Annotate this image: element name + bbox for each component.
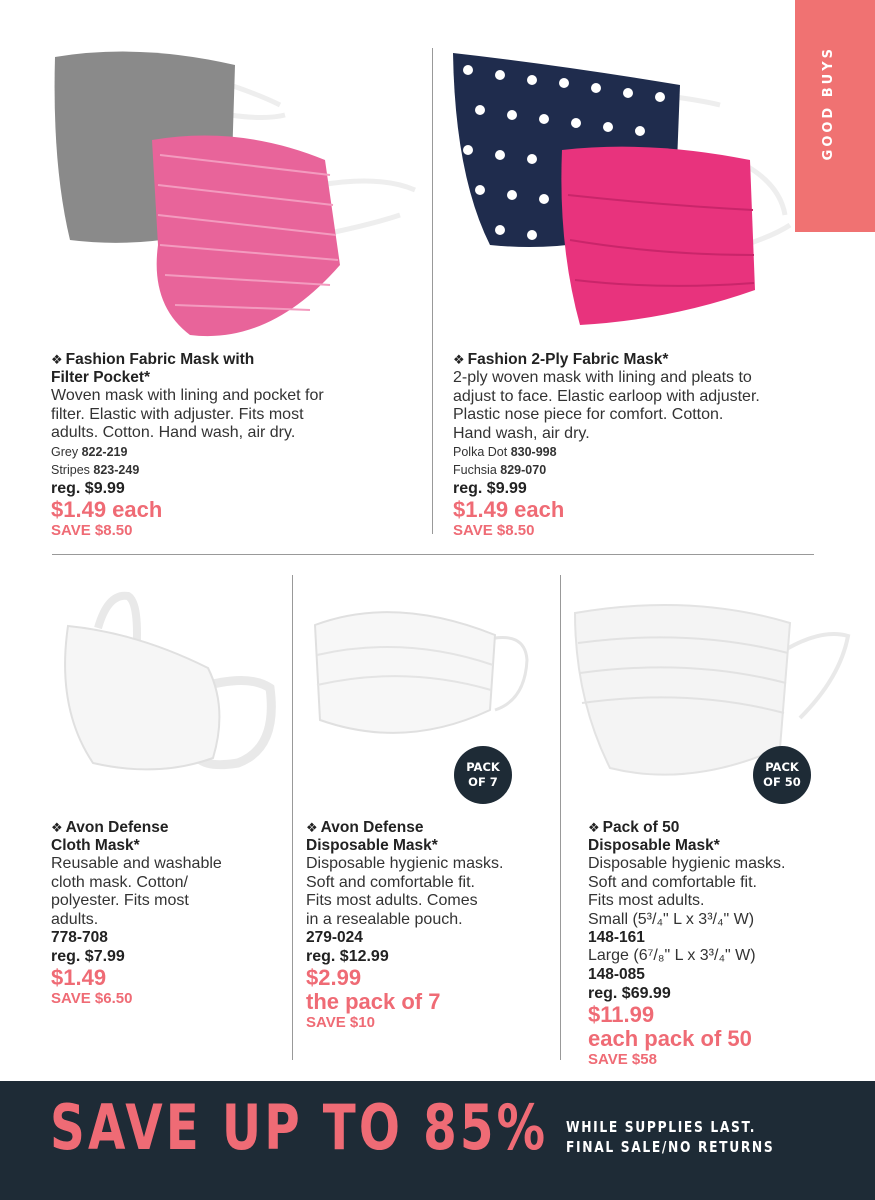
variant-fuchsia: Fuchsia 829-070 (453, 463, 547, 477)
product-title: ❖ Fashion 2-Ply Fabric Mask* (453, 351, 669, 368)
product-title: ❖ Avon Defense (306, 819, 424, 836)
product-title-line-2: Disposable Mask* (306, 837, 438, 854)
regular-price: reg. $12.99 (306, 948, 389, 965)
divider-top (432, 48, 433, 534)
product-title-line-2: Cloth Mask* (51, 837, 140, 854)
divider-bottom-left (292, 575, 293, 1060)
sale-price: $2.99 (306, 965, 362, 990)
product-image-fabric-mask (50, 45, 430, 345)
good-buys-label: GOOD BUYS (821, 46, 836, 161)
size-large-label: Large (6⁷/₈" L x 3³/₄" W) (588, 947, 756, 964)
sale-price: $1.49 each (51, 496, 163, 522)
savings: SAVE $8.50 (51, 521, 133, 539)
product-avon-defense-cloth-mask (51, 819, 286, 1008)
footer-headline: SAVE UP TO 85% (50, 1091, 549, 1164)
product-image-2ply-mask (450, 45, 795, 335)
item-code: 279-024 (306, 929, 363, 946)
item-code: 778-708 (51, 929, 108, 946)
regular-price: reg. $9.99 (453, 480, 527, 497)
savings: SAVE $8.50 (453, 522, 535, 539)
sale-price: $1.49 each (453, 497, 565, 522)
pack-of-50-badge (753, 746, 811, 804)
product-image-disposable-50 (570, 598, 855, 788)
sale-price: $1.49 (51, 965, 107, 990)
regular-price: reg. $7.99 (51, 948, 125, 965)
product-pack-of-50-disposable-mask (588, 819, 848, 1069)
badge-line-2: OF 7 (468, 775, 498, 789)
product-title: ❖ Avon Defense (51, 819, 169, 836)
product-title-line-2: Filter Pocket* (51, 369, 151, 386)
size-small-code: 148-161 (588, 929, 645, 946)
regular-price: reg. $69.99 (588, 984, 671, 1002)
product-image-disposable-7 (305, 600, 535, 750)
product-description: Reusable and washable cloth mask. Cotton/ polyester. Fits most adults. (51, 855, 222, 928)
badge-line-1: PACK (765, 760, 799, 774)
product-title-line-2: Disposable Mask* (588, 837, 720, 854)
size-small-label: Small (5³/₄" L x 3³/₄" W) (588, 910, 755, 928)
product-description: Woven mask with lining and pocket for filter. Elastic with adjuster. Fits most adults. Cotton. Hand wash, air dry. (51, 387, 324, 441)
variant-polka-dot: Polka Dot 830-998 (453, 445, 557, 459)
product-image-cloth-mask (48, 588, 278, 778)
savings: SAVE $6.50 (51, 990, 133, 1007)
pack-of-7-badge (454, 746, 512, 804)
product-title: ❖ Fashion Fabric Mask with (51, 351, 255, 368)
variant-grey: Grey 822-219 (51, 444, 128, 459)
badge-line-2: OF 50 (763, 775, 801, 789)
product-description: Disposable hygienic masks. Soft and comfortable fit. Fits most adults. (588, 855, 786, 909)
product-fashion-2ply-mask (453, 351, 823, 540)
product-description: Disposable hygienic masks. Soft and comfortable fit. Fits most adults. Comes in a resealable pouch. (306, 855, 504, 928)
size-large-code: 148-085 (588, 965, 645, 983)
product-avon-defense-disposable-mask (306, 819, 551, 1032)
sale-price: $11.99 (588, 1001, 655, 1027)
divider-bottom-right (560, 575, 561, 1060)
regular-price: reg. $9.99 (51, 479, 125, 497)
footer-note: WHILE SUPPLIES LAST. FINAL SALE/NO RETURNS (566, 1118, 775, 1156)
product-fashion-fabric-mask (51, 351, 421, 540)
product-description: 2-ply woven mask with lining and pleats to adjust to face. Elastic earloop with adjuster. Plastic nose piece for comfort. Cotton. Hand wash, air dry. (453, 369, 760, 442)
variant-stripes: Stripes 823-249 (51, 462, 140, 477)
footer-banner (0, 1081, 875, 1200)
sale-price-unit: the pack of 7 (306, 989, 441, 1014)
product-title: ❖ Pack of 50 (588, 819, 680, 836)
divider-middle (52, 554, 814, 555)
sale-price-unit: each pack of 50 (588, 1025, 752, 1051)
savings: SAVE $10 (306, 1014, 375, 1031)
good-buys-tab (795, 0, 875, 232)
badge-line-1: PACK (466, 760, 500, 774)
savings: SAVE $58 (588, 1050, 657, 1068)
